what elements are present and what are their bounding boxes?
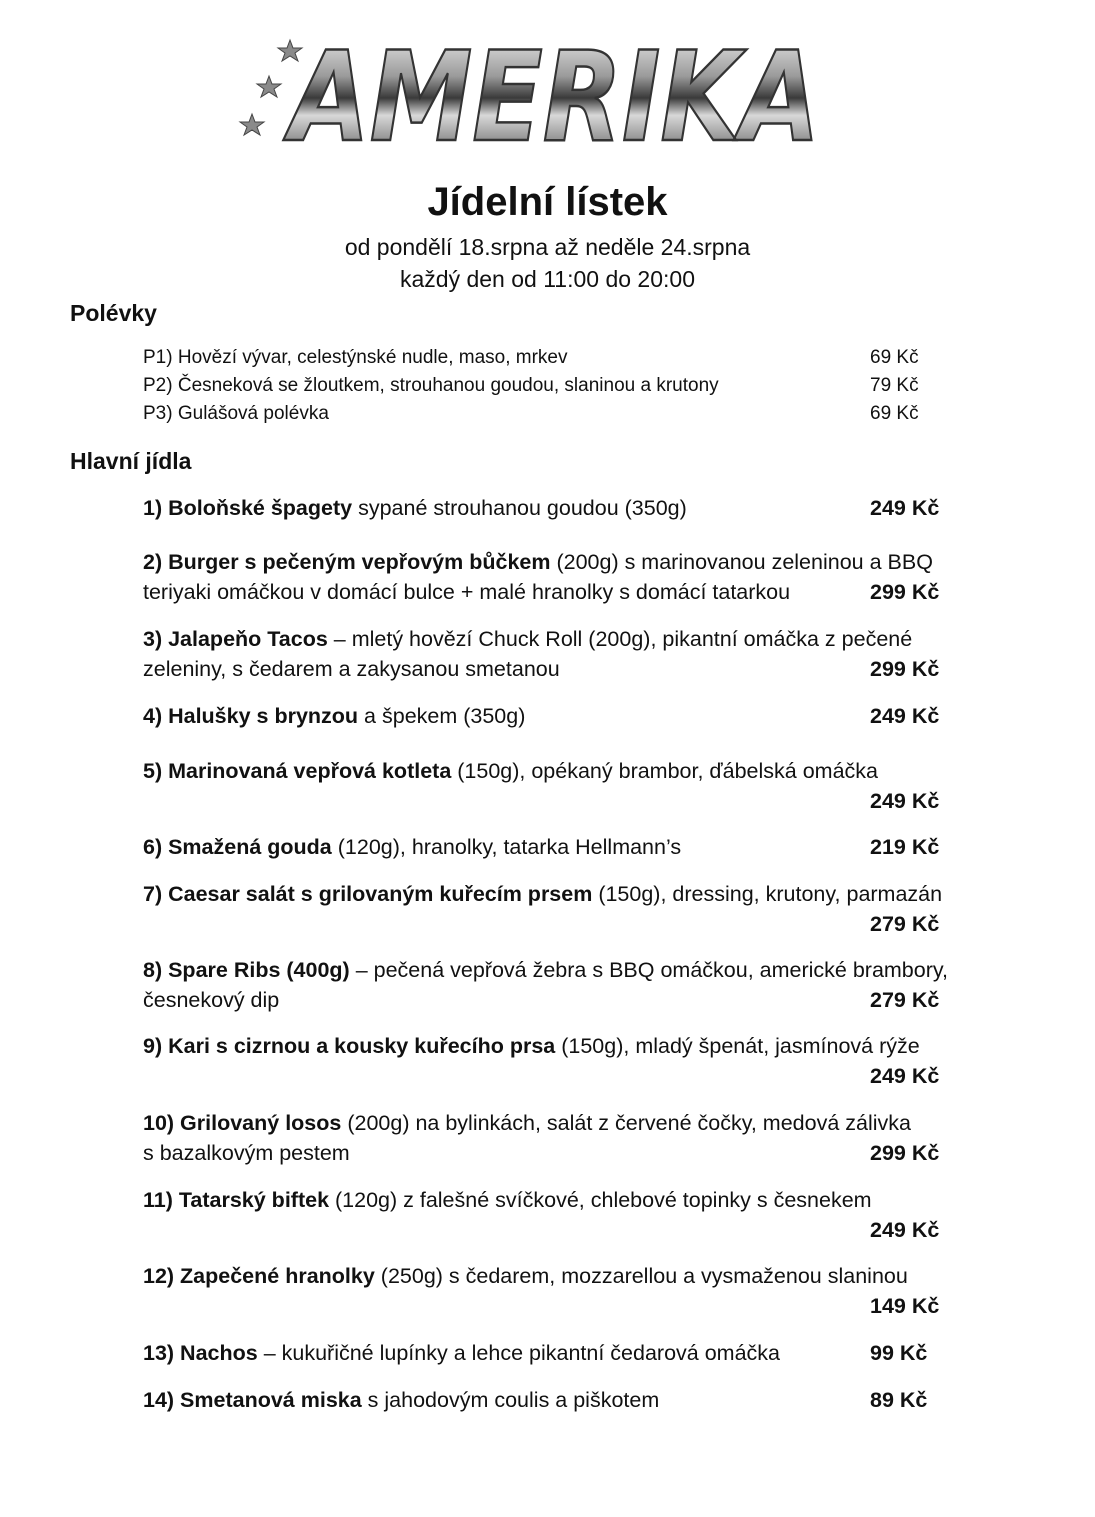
svg-text:AMERIKA: AMERIKA xyxy=(282,26,820,170)
soup-price: 69 Kč xyxy=(870,403,919,424)
dish-name: 12) Zapečené hranolky xyxy=(143,1264,375,1288)
menu-item-line xyxy=(143,786,1003,816)
amerika-logo xyxy=(238,26,828,170)
dish-description-continued: česnekový dip xyxy=(143,988,280,1012)
menu-item-line xyxy=(143,1138,1003,1168)
menu-item xyxy=(143,1385,1003,1415)
dish-description: s jahodovým coulis a piškotem xyxy=(361,1388,660,1412)
dish-name: 11) Tatarský biftek xyxy=(143,1188,330,1212)
soup-price: 69 Kč xyxy=(870,347,919,368)
menu-item-line xyxy=(143,1061,1003,1091)
dish-name: 14) Smetanová miska xyxy=(143,1388,362,1412)
dish-description-continued: zeleniny, s čedarem a zakysanou smetanou xyxy=(143,657,560,681)
menu-item xyxy=(143,879,1003,939)
menu-item-line xyxy=(143,909,1003,939)
menu-item-line xyxy=(143,547,1003,577)
dish-name: 3) Jalapeňo Tacos xyxy=(143,627,328,651)
section-heading-soups: Polévky xyxy=(70,300,157,326)
dish-description: – mletý hovězí Chuck Roll (200g), pikantní omáčka z pečené xyxy=(327,627,913,651)
dish-price: 279 Kč xyxy=(870,912,940,936)
menu-item xyxy=(143,832,1003,862)
menu-item xyxy=(143,701,1003,731)
soup-name: P3) Gulášová polévka xyxy=(143,403,329,424)
menu-item xyxy=(143,756,1003,816)
menu-item xyxy=(143,624,1003,684)
menu-item xyxy=(143,493,1003,523)
soup-price: 79 Kč xyxy=(870,375,919,396)
menu-item xyxy=(143,1338,1003,1368)
menu-item-line xyxy=(143,955,1003,985)
dish-description: – kukuřičné lupínky a lehce pikantní čedarová omáčka xyxy=(257,1341,780,1365)
menu-item xyxy=(143,547,1003,607)
dish-price: 249 Kč xyxy=(870,1064,940,1088)
menu-item-line xyxy=(143,1261,1003,1291)
dish-price: 249 Kč xyxy=(870,789,940,813)
menu-item-line xyxy=(143,701,1003,731)
menu-item-line xyxy=(143,493,1003,523)
dish-description: (150g), opékaný brambor, ďábelská omáčka xyxy=(451,759,879,783)
menu-item-line xyxy=(143,1185,1003,1215)
dish-price: 299 Kč xyxy=(870,657,940,681)
menu-item-line xyxy=(143,879,1003,909)
dish-name: 10) Grilovaný losos xyxy=(143,1111,342,1135)
dish-name: 6) Smažená gouda xyxy=(143,835,332,859)
opening-hours: každý den od 11:00 do 20:00 xyxy=(400,266,695,292)
dish-name: 2) Burger s pečeným vepřovým bůčkem xyxy=(143,550,551,574)
dish-description: (120g) z falešné svíčkové, chlebové topinky s česnekem xyxy=(329,1188,872,1212)
menu-item-line xyxy=(143,1215,1003,1245)
date-range: od pondělí 18.srpna až neděle 24.srpna xyxy=(344,234,751,260)
menu-item-line xyxy=(143,577,1003,607)
menu-item xyxy=(143,1031,1003,1091)
soup-item xyxy=(143,400,1003,428)
menu-item-line xyxy=(143,1385,1003,1415)
dish-name: 13) Nachos xyxy=(143,1341,258,1365)
dish-name: 7) Caesar salát s grilovaným kuřecím prsem xyxy=(143,882,593,906)
dish-name: 9) Kari s cizrnou a kousky kuřecího prsa xyxy=(143,1034,556,1058)
dish-description: (150g), dressing, krutony, parmazán xyxy=(592,882,943,906)
soup-item xyxy=(143,372,1003,400)
menu-item xyxy=(143,1185,1003,1245)
dish-price: 249 Kč xyxy=(870,1218,940,1242)
dish-price: 279 Kč xyxy=(870,988,940,1012)
dish-price: 149 Kč xyxy=(870,1294,940,1318)
soup-name: P2) Česneková se žloutkem, strouhanou goudou, slaninou a krutony xyxy=(143,375,719,396)
menu-item-line xyxy=(143,1338,1003,1368)
dish-description: a špekem (350g) xyxy=(358,704,526,728)
menu-item-line xyxy=(143,1108,1003,1138)
menu-item xyxy=(143,1108,1003,1168)
dish-description: (120g), hranolky, tatarka Hellmann’s xyxy=(331,835,682,859)
menu-item-line xyxy=(143,832,1003,862)
dish-price: 249 Kč xyxy=(870,496,940,520)
menu-item-line xyxy=(143,654,1003,684)
dish-price: 99 Kč xyxy=(870,1341,928,1365)
dish-price: 299 Kč xyxy=(870,580,940,604)
dish-price: 89 Kč xyxy=(870,1388,928,1412)
dish-price: 249 Kč xyxy=(870,704,940,728)
menu-item-line xyxy=(143,756,1003,786)
soup-item xyxy=(143,344,1003,372)
dish-name: 1) Boloňské špagety xyxy=(143,496,353,520)
dish-description-continued: s bazalkovým pestem xyxy=(143,1141,350,1165)
dish-description: (250g) s čedarem, mozzarellou a vysmaženou slaninou xyxy=(374,1264,908,1288)
page-title: Jídelní lístek xyxy=(427,180,668,224)
dish-price: 299 Kč xyxy=(870,1141,940,1165)
dish-price: 219 Kč xyxy=(870,835,940,859)
menu-item-line xyxy=(143,1031,1003,1061)
dish-description: sypané strouhanou goudou (350g) xyxy=(352,496,687,520)
dish-name: 4) Halušky s brynzou xyxy=(143,704,359,728)
dish-description: – pečená vepřová žebra s BBQ omáčkou, americké brambory, xyxy=(349,958,949,982)
menu-item-line xyxy=(143,985,1003,1015)
menu-item-line xyxy=(143,1291,1003,1321)
menu-item xyxy=(143,1261,1003,1321)
menu-item xyxy=(143,955,1003,1015)
dish-name: 5) Marinovaná vepřová kotleta xyxy=(143,759,452,783)
dish-description: (200g) na bylinkách, salát z červené čočky, medová zálivka xyxy=(341,1111,911,1135)
dish-description: (200g) s marinovanou zeleninou a BBQ xyxy=(550,550,933,574)
dish-description: (150g), mladý špenát, jasmínová rýže xyxy=(555,1034,920,1058)
soup-name: P1) Hovězí vývar, celestýnské nudle, maso, mrkev xyxy=(143,347,568,368)
dish-name: 8) Spare Ribs (400g) xyxy=(143,958,350,982)
dish-description-continued: teriyaki omáčkou v domácí bulce + malé hranolky s domácí tatarkou xyxy=(143,580,791,604)
section-heading-mains: Hlavní jídla xyxy=(70,448,192,474)
menu-item-line xyxy=(143,624,1003,654)
